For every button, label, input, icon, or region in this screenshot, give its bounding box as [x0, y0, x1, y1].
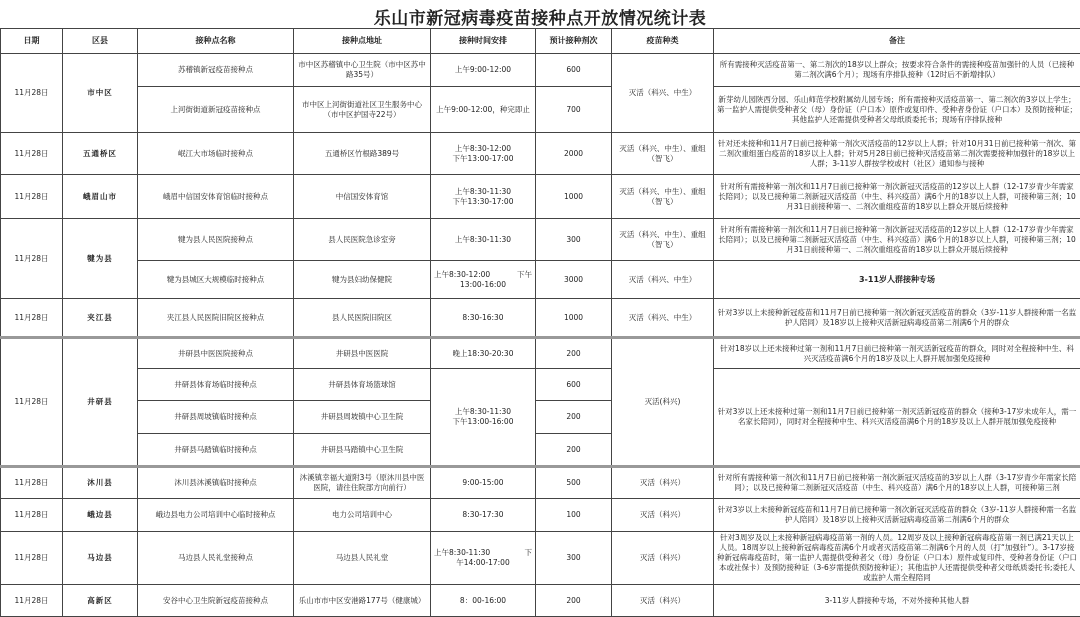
site-name-cell: 沐川县沐溪镇临时接种点 [138, 467, 294, 499]
doses-cell: 200 [536, 338, 612, 369]
table-row [1, 175, 1080, 219]
time-cell [431, 532, 536, 585]
county-cell: 高新区 [63, 585, 138, 617]
header-date: 日期 [1, 29, 63, 54]
time-pm: 下午13:00-17:00 [434, 154, 532, 164]
site-name-cell: 上河街街道新冠疫苗接种点 [138, 87, 294, 133]
table-row [1, 299, 1080, 338]
time-cell: 8:30-16:30 [431, 299, 536, 338]
date-cell: 11月28日 [1, 499, 63, 532]
site-name-cell: 井研县周坡镇临时接种点 [138, 401, 294, 434]
address-cell: 县人民医院急诊室旁 [294, 219, 431, 261]
vaccine-cell: 灭活（科兴） [612, 585, 714, 617]
time-cell [431, 369, 536, 467]
doses-cell: 700 [536, 87, 612, 133]
time-cell [431, 261, 536, 299]
vaccine-cell: 灭活（科兴） [612, 499, 714, 532]
header-county: 区县 [63, 29, 138, 54]
vaccine-cell: 灭活（科兴、中生） [612, 299, 714, 338]
date-cell: 11月28日 [1, 532, 63, 585]
table-row [1, 87, 1080, 133]
date-cell: 11月28日 [1, 219, 63, 299]
note-cell: 针对所有需接种第一剂次和11月7日前已接种第一剂次新冠灭活疫苗的12岁以上人群（12-17岁青少年需家长陪同）；以及已接种第二剂新冠灭活疫苗（中生、科兴疫苗）满6个月的18岁以上人群，可接种第三剂；10月31日前接种第一、二剂次重组疫苗的18岁以上群众开展后续接种 [714, 175, 1080, 219]
time-cell: 8：00-16:00 [431, 585, 536, 617]
address-cell: 井研县体育场篮球馆 [294, 369, 431, 401]
address-cell: 县人民医院旧院区 [294, 299, 431, 338]
table-row [1, 499, 1080, 532]
note-cell: 新芽幼儿园陕西分园、乐山师范学校附属幼儿园专场；所有需接种灭活疫苗第一、第二剂次的3岁以上学生；第一监护人需提供受种者父（母）身份证（户口本）原件或复印件、受种者身份证（户口本）及预防接种证；其他监护人还需提供受种者父母纸质委托书；现场有序排队接种 [714, 87, 1080, 133]
vaccine-cell: 灭活(科兴) [612, 338, 714, 467]
header-address: 接种点地址 [294, 29, 431, 54]
time-am: 上午8:30-12:00 [434, 144, 532, 154]
time-cell [431, 133, 536, 175]
time-am: 上午8:30-11:30 [434, 548, 490, 558]
vaccine-cell: 灭活（科兴） [612, 467, 714, 499]
site-name-cell: 苏稽镇新冠疫苗接种点 [138, 54, 294, 87]
doses-cell: 200 [536, 401, 612, 434]
doses-cell: 600 [536, 369, 612, 401]
time-pm: 下午13:30-17:00 [434, 197, 532, 207]
time-am: 上午8:30-11:30 [434, 407, 532, 417]
doses-cell: 300 [536, 532, 612, 585]
county-cell: 井研县 [63, 338, 138, 467]
doses-cell: 200 [536, 585, 612, 617]
table-row [1, 532, 1080, 585]
page-title: 乐山市新冠病毒疫苗接种点开放情况统计表 [0, 4, 1080, 26]
table-row [1, 54, 1080, 87]
table-row [1, 338, 1080, 369]
address-cell: 市中区上河街街道社区卫生服务中心（市中区护国寺22号） [294, 87, 431, 133]
vaccine-cell: 灭活（科兴、中生）、重组（智飞） [612, 133, 714, 175]
doses-cell: 1000 [536, 175, 612, 219]
vaccination-sites-table [0, 28, 1080, 617]
header-vaccine: 疫苗种类 [612, 29, 714, 54]
doses-cell: 1000 [536, 299, 612, 338]
address-cell: 沐溪镇幸福大道附3号（原沐川县中医医院，请往住院部方向前行） [294, 467, 431, 499]
date-cell: 11月28日 [1, 175, 63, 219]
site-name-cell: 峨眉中信国安体育馆临时接种点 [138, 175, 294, 219]
time-pm-label: 下午 [517, 270, 532, 280]
time-cell: 晚上18:30-20:30 [431, 338, 536, 369]
time-am: 上午8:30-12:00 [434, 270, 490, 280]
time-cell [431, 175, 536, 219]
note-cell: 针对所有需接种第一剂次和11月7日前已接种第一剂次新冠灭活疫苗的3岁以上人群（3-17岁青少年需家长陪同）；以及已接种第二剂新冠灭活疫苗（中生、科兴疫苗）满6个月的18岁以上人群，可接种第三剂 [714, 467, 1080, 499]
doses-cell: 600 [536, 54, 612, 87]
county-cell: 沐川县 [63, 467, 138, 499]
time-pm: 13:00-16:00 [434, 280, 532, 290]
date-cell: 11月28日 [1, 585, 63, 617]
county-cell: 犍为县 [63, 219, 138, 299]
address-cell: 市中区苏稽镇中心卫生院（市中区苏中路35号） [294, 54, 431, 87]
table-row [1, 133, 1080, 175]
site-name-cell: 马边县人民礼堂接种点 [138, 532, 294, 585]
time-cell: 上午9:00-12:00，种完即止 [431, 87, 536, 133]
site-name-cell: 峨边县电力公司培训中心临时接种点 [138, 499, 294, 532]
county-cell: 峨眉山市 [63, 175, 138, 219]
table-row [1, 219, 1080, 261]
date-cell: 11月28日 [1, 467, 63, 499]
date-cell: 11月28日 [1, 338, 63, 467]
date-cell: 11月28日 [1, 133, 63, 175]
note-cell: 针对还未接种和11月7日前已接种第一剂次灭活疫苗的12岁以上人群；针对10月31日前已接种第一剂次、第二剂次重组蛋白疫苗的18岁以上人群；针对5月28日前已接种灭活疫苗第二剂次需要接种加强针的18岁以上人群；3-11岁人群按学校或村（社区）通知参与接种 [714, 133, 1080, 175]
note-cell: 针对所有需接种第一剂次和11月7日前已接种第一剂次新冠灭活疫苗的12岁以上人群（12-17岁青少年需家长陪同）；以及已接种第二剂新冠灭活疫苗（中生、科兴疫苗）满6个月的18岁以上人群，可接种第三剂；10月31日前接种第一、二剂次重组疫苗的18岁以上群众开展后续接种 [714, 219, 1080, 261]
header-note: 备注 [714, 29, 1080, 54]
vaccine-cell: 灭活（科兴、中生）、重组（智飞） [612, 219, 714, 261]
time-pm: 午14:00-17:00 [434, 558, 532, 568]
site-name-cell: 犍为县城区大规模临时接种点 [138, 261, 294, 299]
note-cell: 针对3岁以上还未接种过第一剂和11月7日前已接种第一剂灭活新冠疫苗的群众（接种3-17岁未成年人，需一名家长陪同），同时对全程接种中生、科兴灭活疫苗满6个月的18岁及以上人群开展加强免疫接种 [714, 369, 1080, 467]
doses-cell: 200 [536, 434, 612, 467]
site-name-cell: 夹江县人民医院旧院区接种点 [138, 299, 294, 338]
header-doses: 预计接种剂次 [536, 29, 612, 54]
address-cell: 马边县人民礼堂 [294, 532, 431, 585]
address-cell: 中信国安体育馆 [294, 175, 431, 219]
date-cell: 11月28日 [1, 54, 63, 133]
note-cell: 针对18岁以上还未接种过第一剂和11月7日前已接种第一剂灭活新冠疫苗的群众，同时对全程接种中生、科兴灭活疫苗满6个月的18岁及以上人群开展加强免疫接种 [714, 338, 1080, 369]
county-cell: 市中区 [63, 54, 138, 133]
vaccine-cell: 灭活（科兴、中生）、重组（智飞） [612, 175, 714, 219]
address-cell: 电力公司培训中心 [294, 499, 431, 532]
address-cell: 井研县马踏镇中心卫生院 [294, 434, 431, 467]
site-name-cell: 井研县中医医院接种点 [138, 338, 294, 369]
time-am: 上午8:30-11:30 [434, 187, 532, 197]
header-row [1, 29, 1080, 54]
table-row [1, 369, 1080, 401]
address-cell: 井研县周坡镇中心卫生院 [294, 401, 431, 434]
table-row [1, 467, 1080, 499]
vaccine-cell: 灭活（科兴、中生） [612, 54, 714, 133]
site-name-cell: 岷江大市场临时接种点 [138, 133, 294, 175]
vaccine-cell: 灭活（科兴、中生） [612, 261, 714, 299]
note-cell: 针对3周岁及以上未接种新冠病毒疫苗第一剂的人员。12周岁及以上接种新冠病毒疫苗第一剂已满21天以上人员。18周岁以上接种新冠病毒疫苗满6个月或者灭活疫苗第二剂满6个月的人员（打“加强针”）。3-17岁接种新冠病毒疫苗时，第一监护人需提供受种者父（母）身份证（户口本）原件或复印件、受种者身份证（户口本或社保卡）及预防接种证（3-6岁需提供预防接种证）；其他监护人还需提供受种者父母纸质委托书;委托人或监护人需全程陪同 [714, 532, 1080, 585]
doses-cell: 3000 [536, 261, 612, 299]
note-cell: 所有需接种灭活疫苗第一、第二剂次的18岁以上群众；按要求符合条件的需接种疫苗加强针的人员（已接种第二剂次满6个月）；现场有序排队接种（12时后不新增排队） [714, 54, 1080, 87]
doses-cell: 100 [536, 499, 612, 532]
site-name-cell: 井研县马踏镇临时接种点 [138, 434, 294, 467]
date-cell: 11月28日 [1, 299, 63, 338]
address-cell: 乐山市市中区安港路177号（健康城） [294, 585, 431, 617]
site-name-cell: 井研县体育场临时接种点 [138, 369, 294, 401]
note-cell: 3-11岁人群接种专场，不对外接种其他人群 [714, 585, 1080, 617]
header-site-name: 接种点名称 [138, 29, 294, 54]
time-cell: 上午8:30-11:30 [431, 219, 536, 261]
county-cell: 马边县 [63, 532, 138, 585]
county-cell: 五通桥区 [63, 133, 138, 175]
time-pm-label: 下 [525, 548, 533, 558]
address-cell: 井研县中医医院 [294, 338, 431, 369]
note-cell: 针对3岁以上未接种新冠疫苗和11月7日前已接种第一剂次新冠灭活疫苗的群众（3岁-11岁人群接种需一名监护人陪同）及18岁以上接种灭活新冠病毒疫苗第二剂满6个月的群众 [714, 499, 1080, 532]
time-cell: 9:00-15:00 [431, 467, 536, 499]
site-name-cell: 安谷中心卫生院新冠疫苗接种点 [138, 585, 294, 617]
note-cell: 针对3岁以上未接种新冠疫苗和11月7日前已接种第一剂次新冠灭活疫苗的群众（3岁-11岁人群接种需一名监护人陪同）及18岁以上接种灭活新冠病毒疫苗第二剂满6个月的群众 [714, 299, 1080, 338]
note-cell: 3-11岁人群接种专场 [714, 261, 1080, 299]
time-pm: 下午13:00-16:00 [434, 417, 532, 427]
header-time: 接种时间安排 [431, 29, 536, 54]
county-cell: 峨边县 [63, 499, 138, 532]
county-cell: 夹江县 [63, 299, 138, 338]
doses-cell: 300 [536, 219, 612, 261]
vaccine-cell: 灭活（科兴） [612, 532, 714, 585]
table-row [1, 261, 1080, 299]
site-name-cell: 犍为县人民医院接种点 [138, 219, 294, 261]
address-cell: 犍为县妇幼保健院 [294, 261, 431, 299]
doses-cell: 2000 [536, 133, 612, 175]
doses-cell: 500 [536, 467, 612, 499]
address-cell: 五通桥区竹根路389号 [294, 133, 431, 175]
time-cell: 8:30-17:30 [431, 499, 536, 532]
time-cell: 上午9:00-12:00 [431, 54, 536, 87]
